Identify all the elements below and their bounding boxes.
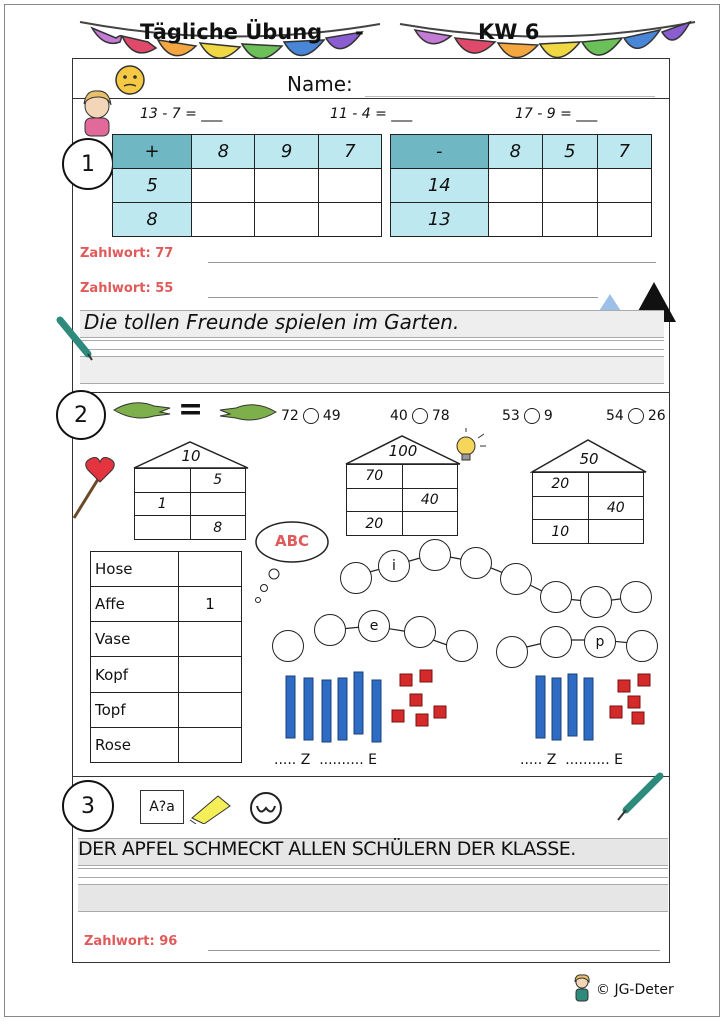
bead[interactable] [500, 563, 532, 595]
house-cell[interactable] [135, 516, 191, 540]
bead[interactable] [460, 547, 492, 579]
house-2-body [346, 464, 458, 536]
bead[interactable] [620, 581, 652, 613]
house-cell[interactable] [190, 492, 246, 516]
house-cell: 70 [347, 465, 403, 489]
house-1-body [134, 468, 246, 540]
comparison-left: 53 [502, 408, 520, 424]
bead[interactable] [446, 630, 478, 662]
bead[interactable] [496, 636, 528, 668]
subtraction-operator: - [391, 135, 489, 169]
subtraction-answer-cell[interactable] [543, 169, 597, 203]
house-1-roof-number: 10 [181, 447, 201, 465]
bead[interactable] [340, 562, 372, 594]
highlighter-icon [188, 788, 240, 824]
bead[interactable] [580, 586, 612, 618]
word-cell: Vase [91, 622, 179, 657]
lightbulb-icon [452, 428, 488, 466]
writing-line-1[interactable] [80, 340, 664, 350]
house-cell[interactable] [347, 488, 403, 512]
house-cell: 40 [588, 496, 644, 520]
comparison-4 [606, 408, 666, 424]
syllable-count-cell[interactable] [179, 692, 242, 727]
crocodile-icon [218, 398, 278, 426]
place-value-answer-2[interactable]: ..... Z .......... E [520, 752, 623, 768]
comparison-right: 26 [647, 408, 666, 424]
syllable-count-cell[interactable]: 1 [179, 587, 242, 622]
equals-sign: = [178, 392, 204, 427]
word-cell: Kopf [91, 657, 179, 692]
addition-operator: + [113, 135, 192, 169]
syllable-count-cell[interactable] [179, 622, 242, 657]
bead-letter[interactable]: p [584, 626, 616, 658]
comparison-left: 72 [281, 408, 299, 424]
base-ten-blocks-2 [530, 666, 670, 746]
addition-answer-cell[interactable] [318, 203, 381, 237]
subtraction-row-header: 14 [391, 169, 489, 203]
addition-answer-cell[interactable] [255, 203, 318, 237]
addition-answer-cell[interactable] [192, 203, 255, 237]
teacher-avatar-icon [76, 88, 118, 138]
house-cell[interactable] [402, 465, 458, 489]
bead[interactable] [314, 614, 346, 646]
comparison-circle[interactable] [412, 408, 428, 424]
bead[interactable] [626, 630, 658, 662]
comparison-3 [502, 408, 553, 424]
pen-icon [612, 770, 668, 826]
section-3-number: 3 [62, 780, 114, 832]
house-cell[interactable] [402, 512, 458, 536]
subtraction-row-header: 13 [391, 203, 489, 237]
bead[interactable] [419, 539, 451, 571]
copyright-credit: © JG-Deter [596, 982, 674, 998]
subtraction-answer-cell[interactable] [543, 203, 597, 237]
word-cell: Hose [91, 552, 179, 587]
zahlwort-96: Zahlwort: 96 [84, 934, 178, 949]
house-cell[interactable] [588, 473, 644, 497]
writing-line-1[interactable] [78, 868, 668, 878]
thought-cloud [250, 516, 334, 606]
equation-3: 17 - 9 = ___ [515, 106, 598, 122]
equation-2: 11 - 4 = ___ [330, 106, 413, 122]
header-divider [72, 98, 670, 99]
writing-line-2[interactable] [80, 356, 664, 384]
cursive-sentence: Die tollen Freunde spielen im Garten. [84, 310, 460, 334]
bead[interactable] [404, 616, 436, 648]
addition-answer-cell[interactable] [318, 169, 381, 203]
subtraction-col-header: 7 [597, 135, 651, 169]
subtraction-answer-cell[interactable] [488, 203, 542, 237]
comparison-right: 49 [322, 408, 341, 424]
subtraction-table [390, 134, 652, 237]
comparison-circle[interactable] [628, 408, 644, 424]
subtraction-answer-cell[interactable] [597, 203, 651, 237]
house-cell: 5 [190, 469, 246, 493]
equation-1: 13 - 7 = ___ [140, 106, 223, 122]
addition-answer-cell[interactable] [255, 169, 318, 203]
thinking-face-icon [114, 64, 146, 96]
addition-col-header: 7 [318, 135, 381, 169]
comparison-circle[interactable] [524, 408, 540, 424]
house-cell: 20 [533, 473, 589, 497]
heart-wand-icon [66, 456, 122, 522]
place-value-answer-1[interactable]: ..... Z .......... E [274, 752, 377, 768]
zahlwort-line-3[interactable] [208, 950, 660, 951]
week-label: KW 6 [478, 20, 540, 44]
title-dash: - [355, 20, 364, 44]
zahlwort-77: Zahlwort: 77 [80, 246, 174, 261]
subtraction-col-header: 8 [488, 135, 542, 169]
house-3-body [532, 472, 644, 544]
house-2-roof-number: 100 [388, 442, 418, 460]
comparison-right: 9 [543, 408, 553, 424]
house-cell[interactable] [135, 469, 191, 493]
comparison-left: 40 [390, 408, 408, 424]
author-avatar-icon [572, 974, 592, 1004]
addition-table [112, 134, 382, 237]
section-1-number: 1 [62, 138, 114, 190]
syllable-count-cell[interactable] [179, 657, 242, 692]
comparison-1 [281, 408, 341, 424]
addition-row-header: 5 [113, 169, 192, 203]
syllable-word-table [90, 551, 242, 763]
addition-col-header: 9 [255, 135, 318, 169]
word-cell: Rose [91, 727, 179, 762]
letter-icon: A?a [140, 790, 184, 824]
zahlwort-line-2[interactable] [208, 297, 598, 298]
syllable-count-cell[interactable] [179, 727, 242, 762]
pen-icon [54, 314, 96, 364]
abc-label: ABC [274, 532, 310, 550]
addition-row-header: 8 [113, 203, 192, 237]
section-divider-1 [72, 392, 670, 393]
worksheet-title: Tägliche Übung [140, 20, 323, 44]
house-3-roof-number: 50 [579, 450, 599, 468]
house-cell: 40 [402, 488, 458, 512]
zahlwort-55: Zahlwort: 55 [80, 281, 174, 296]
zahlwort-line-1[interactable] [208, 262, 656, 263]
bead-letter[interactable]: i [378, 550, 410, 582]
comparison-circle[interactable] [303, 408, 319, 424]
mouth-icon [248, 790, 284, 826]
subtraction-answer-cell[interactable] [597, 169, 651, 203]
house-cell: 8 [190, 516, 246, 540]
house-cell: 10 [533, 520, 589, 544]
subtraction-col-header: 5 [543, 135, 597, 169]
section-divider-2 [72, 776, 670, 777]
syllable-count-cell[interactable] [179, 552, 242, 587]
bead[interactable] [540, 581, 572, 613]
writing-line-2[interactable] [78, 884, 668, 912]
bead[interactable] [540, 626, 572, 658]
word-cell: Affe [91, 587, 179, 622]
addition-col-header: 8 [192, 135, 255, 169]
section-2-number: 2 [56, 390, 106, 440]
subtraction-answer-cell[interactable] [488, 169, 542, 203]
word-cell: Topf [91, 692, 179, 727]
base-ten-blocks-1 [280, 666, 460, 746]
uppercase-sentence: DER APFEL SCHMECKT ALLEN SCHÜLERN DER KLASSE. [78, 838, 576, 860]
house-cell[interactable] [533, 496, 589, 520]
bead-letter[interactable]: e [358, 610, 390, 642]
comparison-right: 78 [431, 408, 450, 424]
addition-answer-cell[interactable] [192, 169, 255, 203]
comparison-2 [390, 408, 450, 424]
bead[interactable] [272, 630, 304, 662]
house-cell: 1 [135, 492, 191, 516]
house-cell: 20 [347, 512, 403, 536]
name-label: Name: [287, 72, 353, 96]
comparison-left: 54 [606, 408, 624, 424]
crocodile-icon [112, 396, 172, 424]
name-input-line[interactable] [365, 96, 655, 97]
